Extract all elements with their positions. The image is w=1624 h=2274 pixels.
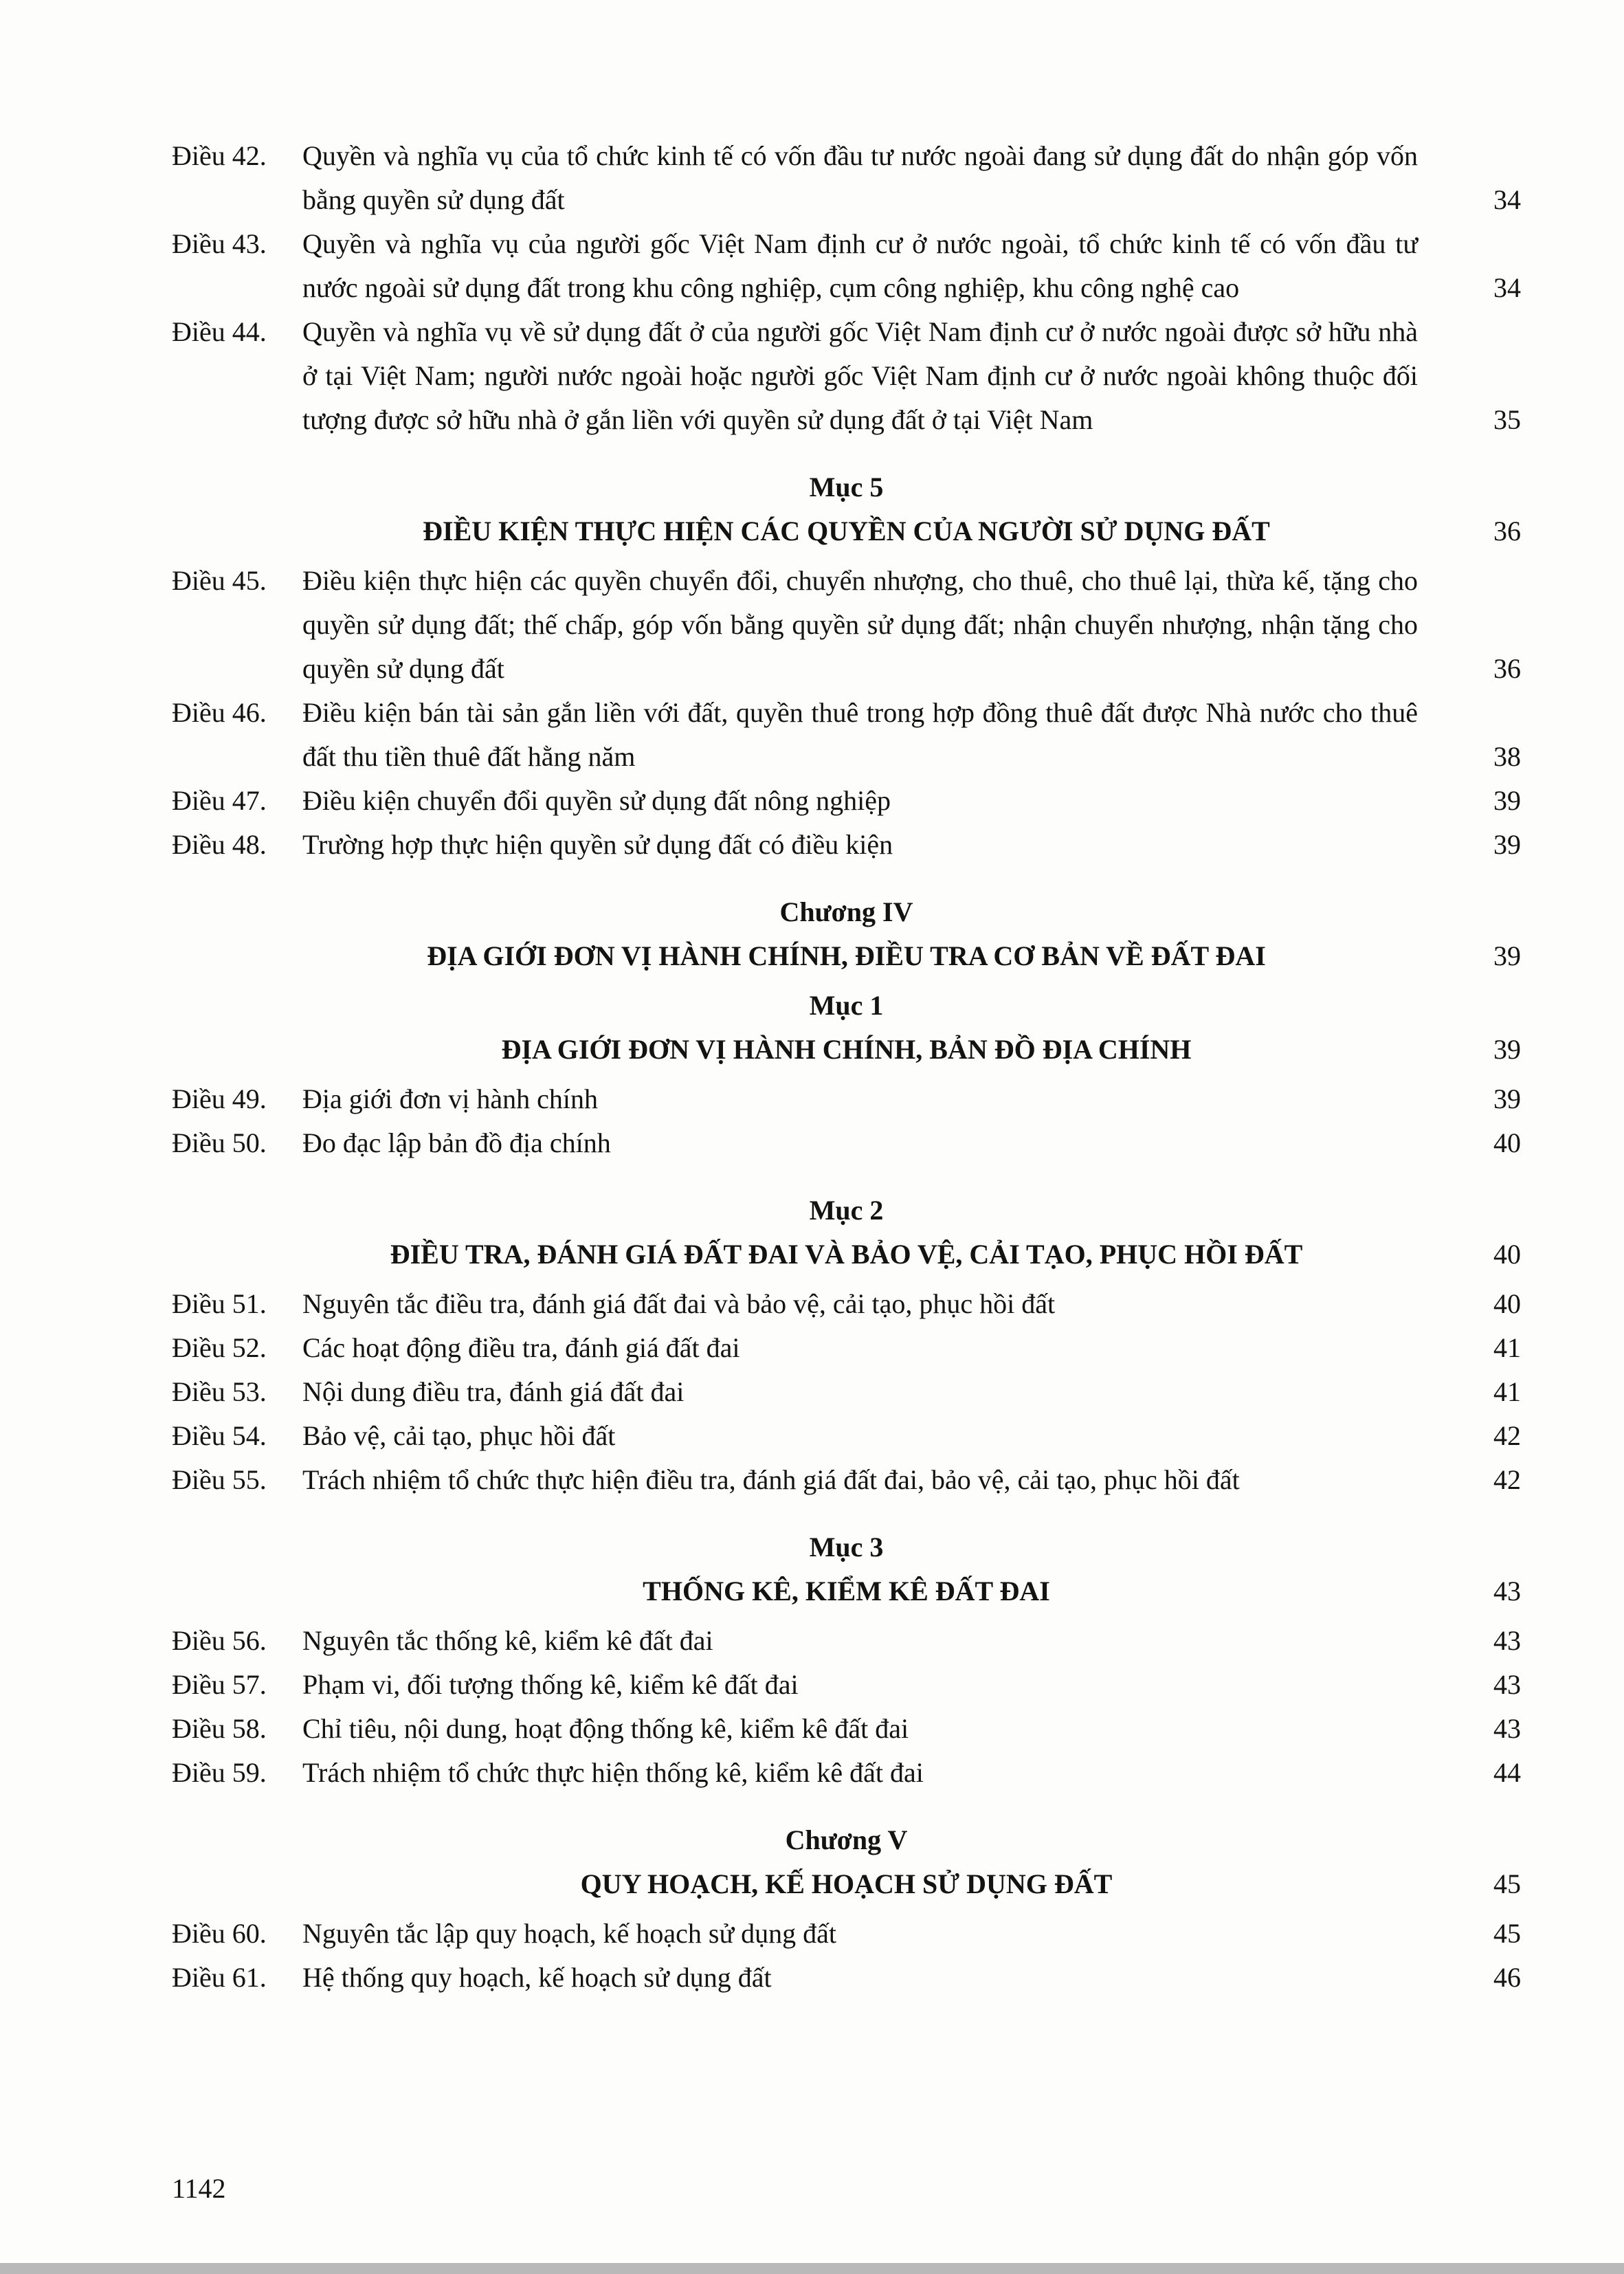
section-heading <box>172 1189 1521 1277</box>
toc-entry-text: Điều kiện bán tài sản gắn liền với đất, quyền thuê trong hợp đồng thuê đất được Nhà nước cho thuê đất thu tiền thuê đất hằng năm <box>302 697 1418 772</box>
page-number: 1142 <box>172 2173 226 2204</box>
toc-entry-label: Điều 47. <box>172 785 267 816</box>
toc-entry-text: Nguyên tắc lập quy hoạch, kế hoạch sử dụng đất <box>302 1918 837 1949</box>
toc-entry-page: 35 <box>1493 404 1521 435</box>
section-page-number: 43 <box>1493 1576 1521 1607</box>
toc-entry-text: Phạm vi, đối tượng thống kê, kiểm kê đất đai <box>302 1669 799 1700</box>
toc-entry-page: 36 <box>1493 653 1521 684</box>
section-kicker: Chương IV <box>779 896 913 927</box>
toc-entry-page: 44 <box>1493 1757 1521 1788</box>
section-heading <box>172 984 1521 1072</box>
toc-entry-label: Điều 44. <box>172 316 267 347</box>
toc-entry-label: Điều 57. <box>172 1669 267 1700</box>
toc-entry-page: 41 <box>1493 1332 1521 1363</box>
toc-entry-text: Điều kiện thực hiện các quyền chuyển đổi, chuyển nhượng, cho thuê, cho thuê lại, thừa kế, tặng cho quyền sử dụng đất; thế chấp, góp vốn bằng quyền sử dụng đất; nhận chuyển nhượng, nhận tặng cho quyền sử dụng đất <box>302 565 1418 684</box>
toc-entry-page: 42 <box>1493 1420 1521 1451</box>
toc-entry-label: Điều 56. <box>172 1625 267 1656</box>
toc-entry-page: 39 <box>1493 785 1521 816</box>
section-title-row <box>172 1028 1521 1072</box>
section-kicker: Mục 2 <box>809 1195 884 1226</box>
section-title-row <box>172 509 1521 553</box>
section-title: ĐỊA GIỚI ĐƠN VỊ HÀNH CHÍNH, ĐIỀU TRA CƠ BẢN VỀ ĐẤT ĐAI <box>427 940 1266 971</box>
toc-entry-page: 40 <box>1493 1288 1521 1319</box>
toc-entry-page: 43 <box>1493 1713 1521 1744</box>
toc-entry-text: Chỉ tiêu, nội dung, hoạt động thống kê, kiểm kê đất đai <box>302 1713 909 1744</box>
section-title: THỐNG KÊ, KIỂM KÊ ĐẤT ĐAI <box>643 1576 1050 1607</box>
toc-entry-page: 43 <box>1493 1625 1521 1656</box>
section-page-number: 39 <box>1493 940 1521 971</box>
toc-entry-text: Quyền và nghĩa vụ về sử dụng đất ở của người gốc Việt Nam định cư ở nước ngoài được sở hữu nhà ở tại Việt Nam; người nước ngoài hoặc người gốc Việt Nam định cư ở nước ngoài không thuộc đối tượng được sở hữu nhà ở gắn liền với quyền sử dụng đất ở tại Việt Nam <box>302 316 1418 435</box>
toc-entry <box>172 1326 1521 1370</box>
toc-entry-text: Nguyên tắc thống kê, kiểm kê đất đai <box>302 1625 713 1656</box>
section-title-row <box>172 1569 1521 1613</box>
section-title: ĐỊA GIỚI ĐƠN VỊ HÀNH CHÍNH, BẢN ĐỒ ĐỊA CHÍNH <box>501 1034 1192 1065</box>
section-kicker: Mục 5 <box>809 472 884 503</box>
section-heading <box>172 1818 1521 1906</box>
section-page-number: 36 <box>1493 516 1521 547</box>
toc-entry-text: Trách nhiệm tổ chức thực hiện thống kê, kiểm kê đất đai <box>302 1757 924 1788</box>
section-heading <box>172 1525 1521 1613</box>
toc-entry-page: 46 <box>1493 1962 1521 1993</box>
toc-entry <box>172 1956 1521 2000</box>
toc-entry-label: Điều 49. <box>172 1083 267 1114</box>
toc-entry-label: Điều 58. <box>172 1713 267 1744</box>
toc-entry-label: Điều 61. <box>172 1962 267 1993</box>
toc-entry-label: Điều 53. <box>172 1376 267 1407</box>
section-kicker: Mục 3 <box>809 1532 884 1563</box>
toc-entry-text: Địa giới đơn vị hành chính <box>302 1083 599 1114</box>
toc-entry-page: 34 <box>1493 272 1521 303</box>
toc-entry-text: Nguyên tắc điều tra, đánh giá đất đai và bảo vệ, cải tạo, phục hồi đất <box>302 1288 1056 1319</box>
toc-entry-page: 42 <box>1493 1464 1521 1495</box>
toc-entry <box>172 779 1521 823</box>
toc-entry <box>172 1663 1521 1707</box>
section-title: QUY HOẠCH, KẾ HOẠCH SỬ DỤNG ĐẤT <box>580 1868 1113 1899</box>
toc-entry-page: 34 <box>1493 184 1521 215</box>
toc-entry <box>172 1370 1521 1414</box>
section-title-row <box>172 1862 1521 1906</box>
toc-entry <box>172 823 1521 867</box>
toc-entry <box>172 1912 1521 1956</box>
toc-entry-text: Trường hợp thực hiện quyền sử dụng đất có điều kiện <box>302 829 893 860</box>
toc-entry <box>172 1282 1521 1326</box>
toc-entry <box>172 134 1521 222</box>
section-title-row <box>172 934 1521 978</box>
toc-entry-page: 38 <box>1493 741 1521 772</box>
toc-entry-page: 45 <box>1493 1918 1521 1949</box>
section-kicker: Chương V <box>785 1824 908 1855</box>
toc-entry <box>172 1414 1521 1458</box>
table-of-contents <box>172 134 1521 2000</box>
toc-entry-text: Quyền và nghĩa vụ của tổ chức kinh tế có vốn đầu tư nước ngoài đang sử dụng đất do nhận góp vốn bằng quyền sử dụng đất <box>302 140 1418 215</box>
toc-entry-text: Bảo vệ, cải tạo, phục hồi đất <box>302 1420 616 1451</box>
toc-entry <box>172 310 1521 442</box>
toc-entry-label: Điều 54. <box>172 1420 267 1451</box>
toc-entry-label: Điều 48. <box>172 829 267 860</box>
toc-entry-label: Điều 60. <box>172 1918 267 1949</box>
toc-entry-label: Điều 50. <box>172 1127 267 1158</box>
toc-entry-page: 39 <box>1493 1083 1521 1114</box>
toc-entry-text: Đo đạc lập bản đồ địa chính <box>302 1127 611 1158</box>
toc-entry-page: 43 <box>1493 1669 1521 1700</box>
toc-entry <box>172 559 1521 691</box>
toc-entry <box>172 1707 1521 1751</box>
toc-entry-label: Điều 59. <box>172 1757 267 1788</box>
section-kicker: Mục 1 <box>809 990 884 1021</box>
section-title: ĐIỀU TRA, ĐÁNH GIÁ ĐẤT ĐAI VÀ BẢO VỆ, CẢI TẠO, PHỤC HỒI ĐẤT <box>390 1239 1303 1270</box>
section-page-number: 45 <box>1493 1868 1521 1899</box>
section-page-number: 40 <box>1493 1239 1521 1270</box>
toc-entry-page: 39 <box>1493 829 1521 860</box>
toc-entry <box>172 1077 1521 1121</box>
toc-entry <box>172 1619 1521 1663</box>
toc-entry-label: Điều 45. <box>172 565 267 596</box>
toc-entry-text: Nội dung điều tra, đánh giá đất đai <box>302 1376 685 1407</box>
toc-entry <box>172 1751 1521 1795</box>
section-title-row <box>172 1233 1521 1277</box>
toc-entry-label: Điều 46. <box>172 697 267 728</box>
toc-entry <box>172 222 1521 310</box>
section-page-number: 39 <box>1493 1034 1521 1065</box>
toc-entry-label: Điều 55. <box>172 1464 267 1495</box>
toc-entry-text: Điều kiện chuyển đổi quyền sử dụng đất nông nghiệp <box>302 785 891 816</box>
section-heading <box>172 890 1521 978</box>
toc-entry-label: Điều 51. <box>172 1288 267 1319</box>
page-footer <box>172 2167 226 2211</box>
toc-entry-text: Hệ thống quy hoạch, kế hoạch sử dụng đất <box>302 1962 772 1993</box>
section-heading <box>172 465 1521 553</box>
toc-entry-label: Điều 43. <box>172 228 267 259</box>
toc-entry-text: Quyền và nghĩa vụ của người gốc Việt Nam định cư ở nước ngoài, tổ chức kinh tế có vốn đầu tư nước ngoài sử dụng đất trong khu công nghiệp, cụm công nghiệp, khu công nghệ cao <box>302 228 1418 303</box>
toc-entry-label: Điều 52. <box>172 1332 267 1363</box>
toc-entry-text: Trách nhiệm tổ chức thực hiện điều tra, đánh giá đất đai, bảo vệ, cải tạo, phục hồi đất <box>302 1464 1240 1495</box>
section-title: ĐIỀU KIỆN THỰC HIỆN CÁC QUYỀN CỦA NGƯỜI SỬ DỤNG ĐẤT <box>423 516 1270 547</box>
toc-entry-text: Các hoạt động điều tra, đánh giá đất đai <box>302 1332 740 1363</box>
toc-entry <box>172 1121 1521 1165</box>
scan-edge-shadow <box>0 2263 1624 2274</box>
toc-entry <box>172 691 1521 779</box>
toc-entry-page: 41 <box>1493 1376 1521 1407</box>
toc-entry-label: Điều 42. <box>172 140 267 171</box>
toc-entry-page: 40 <box>1493 1127 1521 1158</box>
toc-entry <box>172 1458 1521 1502</box>
